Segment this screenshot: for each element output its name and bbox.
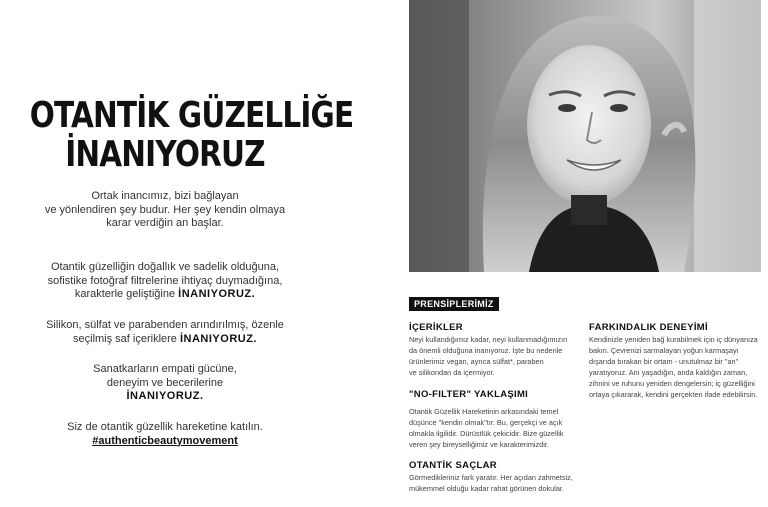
emphasis-text: İNANIYORUZ.: [126, 390, 204, 402]
text-line: Otantik güzelliğin doğallık ve sadelik olduğuna,: [50, 261, 280, 273]
section-text: ortaya çıkararak, kendini gerçekten ifade edebilirsin.: [589, 390, 758, 399]
authentic-paragraph: [0, 261, 330, 302]
ingredients-paragraph: [0, 319, 330, 346]
text-fragment: seçilmiş saf içeriklere: [73, 332, 180, 345]
section-title: İÇERİKLER: [409, 322, 463, 333]
emphasis-text: İNANIYORUZ.: [178, 288, 256, 300]
section-text: bakın. Çevrenizi sarmalayan yoğun karmaşayı: [589, 346, 739, 355]
section-text: Neyi kullandığımız kadar, neyi kullanmadığımızın: [409, 335, 568, 344]
section-text: Görmedikleriniz fark yaratır. Her açıdan zahmetsiz,: [409, 473, 573, 482]
section-title: OTANTİK SAÇLAR: [409, 460, 497, 471]
text-line: Silikon, sülfat ve parabenden arındırılmış, özenle: [46, 319, 284, 331]
section-text: Kendinizle yeniden bağ kurabilmek için iç dünyanıza: [589, 335, 758, 344]
text-line: [0, 288, 330, 302]
text-line: deneyim ve becerilerine: [106, 376, 224, 389]
section-authentic-hair: [409, 460, 579, 494]
section-text: ve silikondan da içermiyor.: [409, 368, 495, 377]
section-text: olmakla ilgilidir. Dürüstlük çekicidir. Bize güzellik: [409, 429, 564, 438]
section-text: Otantik Güzellik Hareketinin arkasındaki temel: [409, 407, 559, 416]
text-line: Sanatkarların empati gücüne,: [93, 363, 237, 375]
section-text: ürünlerimiz vegan, ayrıca sülfat*, paraben: [409, 357, 544, 366]
section-text: zihnini ve ruhunu yeniden dengelersin; iç güzelliğini: [589, 379, 755, 388]
section-no-filter: [409, 389, 579, 450]
text-line: sofistike fotoğraf filtrelerine ihtiyaç duymadığına,: [47, 274, 283, 287]
section-awareness: [589, 322, 759, 400]
section-text: mükemmel olduğu kadar rahat görünen dokular.: [409, 484, 564, 493]
section-title: "NO-FILTER" YAKLAŞIMI: [409, 389, 529, 400]
text-line: karar verdiğin an başlar.: [106, 217, 224, 229]
text-fragment: karakterle geliştiğine: [74, 288, 179, 300]
title-line-2: İNANIYORUZ: [65, 134, 265, 175]
portrait-image: [409, 0, 761, 272]
principles-badge: PRENSİPLERİMİZ: [409, 297, 499, 311]
text-line: Siz de otantik güzellik hareketine katılın.: [67, 421, 263, 433]
page-title: [29, 95, 354, 175]
section-ingredients: [409, 322, 579, 378]
artisans-paragraph: [0, 363, 330, 404]
section-text: düşünce "kendin olmak"tır. Bu, gerçekçi ve açık: [409, 418, 563, 427]
portrait-photo: [409, 0, 761, 272]
join-paragraph: [0, 421, 330, 448]
section-text: veren şey bireyselliğimiz ve karakterimizdir.: [409, 440, 549, 449]
hashtag-link[interactable]: #authenticbeautymovement: [92, 434, 238, 447]
section-title: FARKINDALIK DENEYİMİ: [589, 322, 708, 333]
text-line: [0, 333, 330, 347]
section-text: yaratıyoruz. Anı yaşadığın, anda kaldığın zaman,: [589, 368, 748, 377]
text-line: Ortak inancımız, bizi bağlayan: [91, 190, 239, 202]
left-column: [0, 0, 354, 507]
text-line: ve yönlendiren şey budur. Her şey kendin olmaya: [44, 203, 286, 216]
emphasis-text: İNANIYORUZ.: [179, 332, 257, 345]
intro-paragraph: [0, 190, 330, 231]
section-text: dışarıda bırakan bir ortam - unutulmaz bir "an": [589, 357, 739, 366]
section-text: da önemli olduğuna inanıyoruz. İşte bu nedenle: [409, 346, 563, 355]
title-line-1: OTANTİK GÜZELLİĞE: [29, 95, 354, 136]
